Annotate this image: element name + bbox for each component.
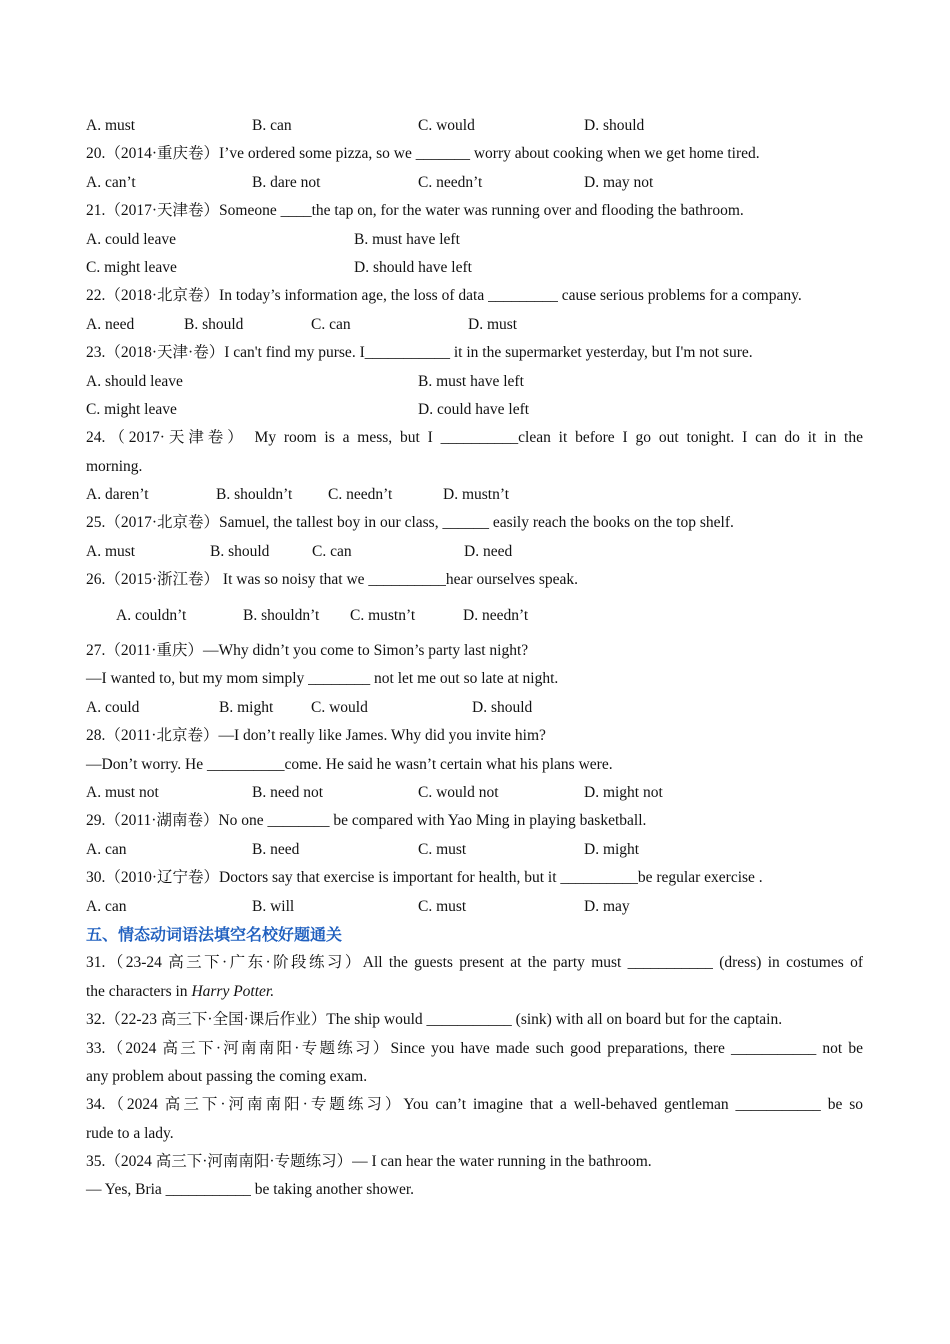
q30-option-b: B. will [252,897,295,915]
q30-option-a: A. can [86,897,127,915]
q22-options [86,311,863,339]
q19-options [86,112,863,140]
q22-option-a: A. need [86,315,135,333]
q33-line1: 33.（2024 高三下·河南南阳·专题练习）Since you have made such good preparations, there ___________ not be [86,1039,863,1057]
q22-option-d: D. must [468,315,518,333]
q29-option-d: D. might [584,840,640,858]
q27-option-b: B. might [219,698,274,716]
q34-line1: 34.（2024 高三下·河南南阳·专题练习）You can’t imagine that a well-behaved gentleman ___________ be so [86,1096,863,1114]
q26-stem: 26.（2015·浙江卷） It was so noisy that we __________hear ourselves speak. [86,571,579,589]
q24-option-a: A. daren’t [86,486,149,504]
q25-option-a: A. must [86,542,136,560]
q21-option-b: B. must have left [354,230,460,248]
q19-option-a: A. must [86,117,136,134]
q24-stem-line2: morning. [86,457,143,475]
q19-option-c: C. would [418,117,475,134]
q24-option-d: D. mustn’t [443,486,510,504]
q21-options-row2 [86,254,863,282]
q21-stem: 21.（2017·天津卷）Someone ____the tap on, for the water was running over and flooding the bathroom. [86,202,744,220]
q27-option-a: A. could [86,698,140,716]
q28-option-a: A. must not [86,783,159,801]
q29-option-b: B. need [252,840,300,858]
q25-option-d: D. need [464,542,513,560]
q27-stem: 27.（2011·重庆）—Why didn’t you come to Simon’s party last night? [86,642,529,660]
q27-option-d: D. should [472,698,533,716]
q29-stem: 29.（2011·湖南卷）No one ________ be compared with Yao Ming in playing basketball. [86,812,647,830]
q26-option-b: B. shouldn’t [243,606,320,624]
q23-option-c: C. might leave [86,400,177,418]
q21-options-row1 [86,226,863,254]
q21-option-d: D. should have left [354,258,472,276]
q20-option-d: D. may not [584,173,654,191]
q20-option-c: C. needn’t [418,173,483,191]
section-heading: 五、情态动词语法填空名校好题通关 [86,924,343,944]
q35-line2: — Yes, Bria ___________ be taking another shower. [86,1181,415,1199]
q23-stem: 23.（2018·天津·卷）I can't find my purse. I___________ it in the supermarket yesterday, but I'm not sure. [86,344,753,362]
q27-options [86,694,863,722]
q30-option-c: C. must [418,897,467,915]
q25-options [86,538,863,566]
q23-option-b: B. must have left [418,372,524,390]
q23-option-a: A. should leave [86,372,183,390]
q24-options [86,481,863,509]
q26-option-d: D. needn’t [463,606,529,624]
q26-option-c: C. mustn’t [350,606,416,624]
q28-options [86,779,863,807]
q31-book-title: Harry Potter. [191,982,275,1000]
q28-option-b: B. need not [252,783,324,801]
q30-option-d: D. may [584,897,630,915]
q24-option-c: C. needn’t [328,486,393,504]
q22-option-b: B. should [184,315,244,333]
q26-option-a: A. couldn’t [116,606,187,624]
q20-stem: 20.（2014·重庆卷）I’ve ordered some pizza, so we _______ worry about cooking when we get home tired. [86,145,760,163]
q22-option-c: C. can [311,315,351,333]
q32-stem: 32.（22-23 高三下·全国·课后作业）The ship would ___________ (sink) with all on board but for the captain. [86,1011,783,1029]
q21-option-a: A. could leave [86,230,176,248]
q22-stem: 22.（2018·北京卷）In today’s information age, the loss of data _________ cause serious problems for a company. [86,287,802,305]
q27-reply: —I wanted to, but my mom simply ________ not let me out so late at night. [86,670,559,688]
q31-line2-prefix: the characters in [86,982,192,1000]
q29-option-a: A. can [86,840,127,858]
q34-line2: rude to a lady. [86,1124,174,1142]
q24-stem-line1: 24.（2017·天津卷） My room is a mess, but I __________clean it before I go out tonight. I can do it in the [86,429,863,447]
q25-stem: 25.（2017·北京卷）Samuel, the tallest boy in our class, ______ easily reach the books on the top shelf. [86,514,734,532]
q30-options [86,893,863,921]
q25-option-b: B. should [210,542,270,560]
q28-stem: 28.（2011·北京卷）—I don’t really like James. Why did you invite him? [86,727,546,745]
q23-options-row1 [86,368,863,396]
q19-option-d: D. should [584,117,645,134]
q27-option-c: C. would [311,698,368,716]
q20-options [86,169,863,197]
q33-line2: any problem about passing the coming exam. [86,1067,368,1085]
q24-option-b: B. shouldn’t [216,486,293,504]
q28-option-d: D. might not [584,783,663,801]
q19-option-b: B. can [252,117,292,134]
q23-option-d: D. could have left [418,400,530,418]
q25-option-c: C. can [312,542,352,560]
q28-option-c: C. would not [418,783,499,801]
q35-line1: 35.（2024 高三下·河南南阳·专题练习）— I can hear the water running in the bathroom. [86,1153,652,1171]
q23-options-row2 [86,396,863,424]
q29-options [86,836,863,864]
q26-options [86,602,863,630]
q30-stem: 30.（2010·辽宁卷）Doctors say that exercise is important for health, but it __________be regular exercise . [86,869,763,887]
q31-line2 [86,978,863,1006]
q28-reply: —Don’t worry. He __________come. He said he wasn’t certain what his plans were. [86,755,613,773]
worksheet-page [86,112,863,1205]
q29-option-c: C. must [418,840,467,858]
q20-option-a: A. can’t [86,173,136,191]
q21-option-c: C. might leave [86,258,177,276]
q20-option-b: B. dare not [252,173,321,191]
q31-line1: 31.（23-24 高三下·广东·阶段练习）All the guests present at the party must ___________ (dress) in costumes of [86,954,863,972]
